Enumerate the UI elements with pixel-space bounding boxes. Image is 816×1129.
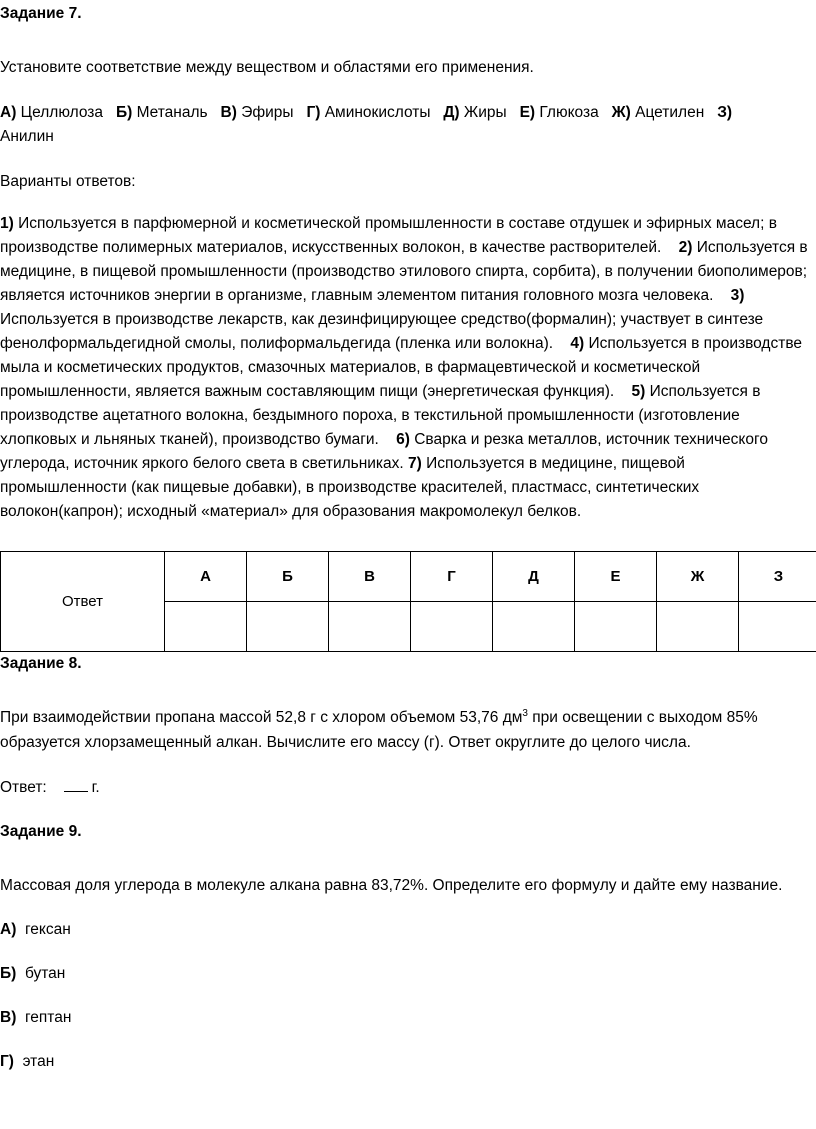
answer-cell[interactable] xyxy=(575,602,657,652)
answer-row-label: Ответ xyxy=(1,552,165,652)
substance-item: Г) Аминокислоты xyxy=(306,104,431,121)
answer-cell[interactable] xyxy=(165,602,247,652)
column-header: Е xyxy=(575,552,657,602)
task7-substances-line2: Анилин xyxy=(0,128,54,145)
task8-text-line1: При взаимодействии пропана массой 52,8 г с хлором объемом 53,76 $дм^3$ при освещении с выходом 85% xyxy=(0,707,758,726)
task7-options-block: 1) Используется в парфюмерной и косметической промышленности в составе отдушек и эфирных масел; в производстве полимерных материалов, искусственных волокон, в качестве растворителей. 2) Используется в медицине, в пищевой промышленности (производство этилового спирта, сорбита), в получении биополимеров; является источников энергии в организме, главным элементом питания головного мозга человека. 3) Используется в производстве лекарств, как дезинфицирующее средство(формалин); участвует в синтезе фенолформальдегидной смолы, полиформальдегида (пленка или волокна). 4) Используется в производстве мыла и косметических продуктов, смазочных материалов, в фармацевтической и косметической промышленности, является важным составляющим пищи (энергетическая функция). 5) Используется в производстве ацетатного волокна, бездымного пороха, в текстильной промышленности (изготовление хлопковых и льняных тканей), производство бумаги. 6) Сварка и резка металлов, источник технического углерода, источник яркого белого света в светильниках. 7) Используется в медицине, пищевой промышленности (как пищевые добавки), в производстве красителей, пластмасс, синтетических волокон(капрон); исходный «материал» для образования макромолекул белков. xyxy=(0,215,808,520)
task7-title: Задание 7. xyxy=(0,5,82,22)
task8-text-line2: образуется хлорзамещенный алкан. Вычислите его массу (г). Ответ округлите до целого числа. xyxy=(0,734,691,751)
answer-cell[interactable] xyxy=(657,602,739,652)
column-header: Г xyxy=(411,552,493,602)
task7-instruction: Установите соответствие между веществом и областями его применения. xyxy=(0,59,534,76)
task9-choice-a[interactable]: А) гексан xyxy=(0,921,71,938)
option-text: Используется в производстве ацетатного волокна, бездымного пороха, в текстильной промышленности (изготовление хлопковых и льняных тканей), производство бумаги. xyxy=(0,383,761,448)
column-header: Ж xyxy=(657,552,739,602)
task9-choice-b[interactable]: Б) бутан xyxy=(0,965,66,982)
substance-item: Е) Глюкоза xyxy=(519,104,599,121)
column-header: В xyxy=(329,552,411,602)
answer-cell[interactable] xyxy=(247,602,329,652)
task9-question: Массовая доля углерода в молекуле алкана равна 83,72%. Определите его формулу и дайте ему название. xyxy=(0,877,783,894)
answer-cell[interactable] xyxy=(411,602,493,652)
answer-cell[interactable] xyxy=(329,602,411,652)
task8-title: Задание 8. xyxy=(0,655,82,672)
substance-item: А) Целлюлоза xyxy=(0,104,104,121)
option-text: Используется в медицине, в пищевой промышленности (производство этилового спирта, сорбита), в получении биополимеров; является источников энергии в организме, главным элементом питания головного мозга человека. xyxy=(0,239,808,304)
task9-choice-g[interactable]: Г) этан xyxy=(0,1053,55,1070)
task9-title: Задание 9. xyxy=(0,823,82,840)
task7-substances-line1 xyxy=(0,101,732,125)
column-header: Б xyxy=(247,552,329,602)
column-header: А xyxy=(165,552,247,602)
task7-options-heading: Варианты ответов: xyxy=(0,173,136,190)
column-header: З xyxy=(739,552,816,602)
option-text: Используется в медицине, пищевой промышленности (как пищевые добавки), в производстве красителей, пластмасс, синтетических волокон(капрон); исходный «материал» для образования макромолекул белков. xyxy=(0,455,700,520)
option-text: Используется в парфюмерной и косметической промышленности в составе отдушек и эфирных масел; в производстве полимерных материалов, искусственных волокон, в качестве растворителей. xyxy=(0,215,777,256)
task8-answer: Ответ: г. xyxy=(0,779,100,796)
answer-table xyxy=(0,551,816,652)
substance-item-letter: З) xyxy=(717,104,733,121)
task9-choice-v[interactable]: В) гептан xyxy=(0,1009,72,1026)
answer-cell[interactable] xyxy=(493,602,575,652)
substance-item: Ж) Ацетилен xyxy=(611,104,705,121)
answer-blank[interactable] xyxy=(64,777,88,792)
option-text: Сварка и резка металлов, источник технического углерода, источник яркого белого света в светильниках. xyxy=(0,431,768,472)
option-text: Используется в производстве лекарств, как дезинфицирующее средство(формалин); участвует в синтезе фенолформальдегидной смолы, полиформальдегида (пленка или волокна). xyxy=(0,311,764,352)
substance-item: Б) Метаналь xyxy=(115,104,208,121)
answer-cell[interactable] xyxy=(739,602,816,652)
column-header: Д xyxy=(493,552,575,602)
substance-item: В) Эфиры xyxy=(220,104,294,121)
substance-item: Д) Жиры xyxy=(443,104,507,121)
option-text: Используется в производстве мыла и косметических продуктов, смазочных материалов, в фармацевтической и косметической промышленности, является важным составляющим пищи (энергетическая функция). xyxy=(0,335,802,400)
